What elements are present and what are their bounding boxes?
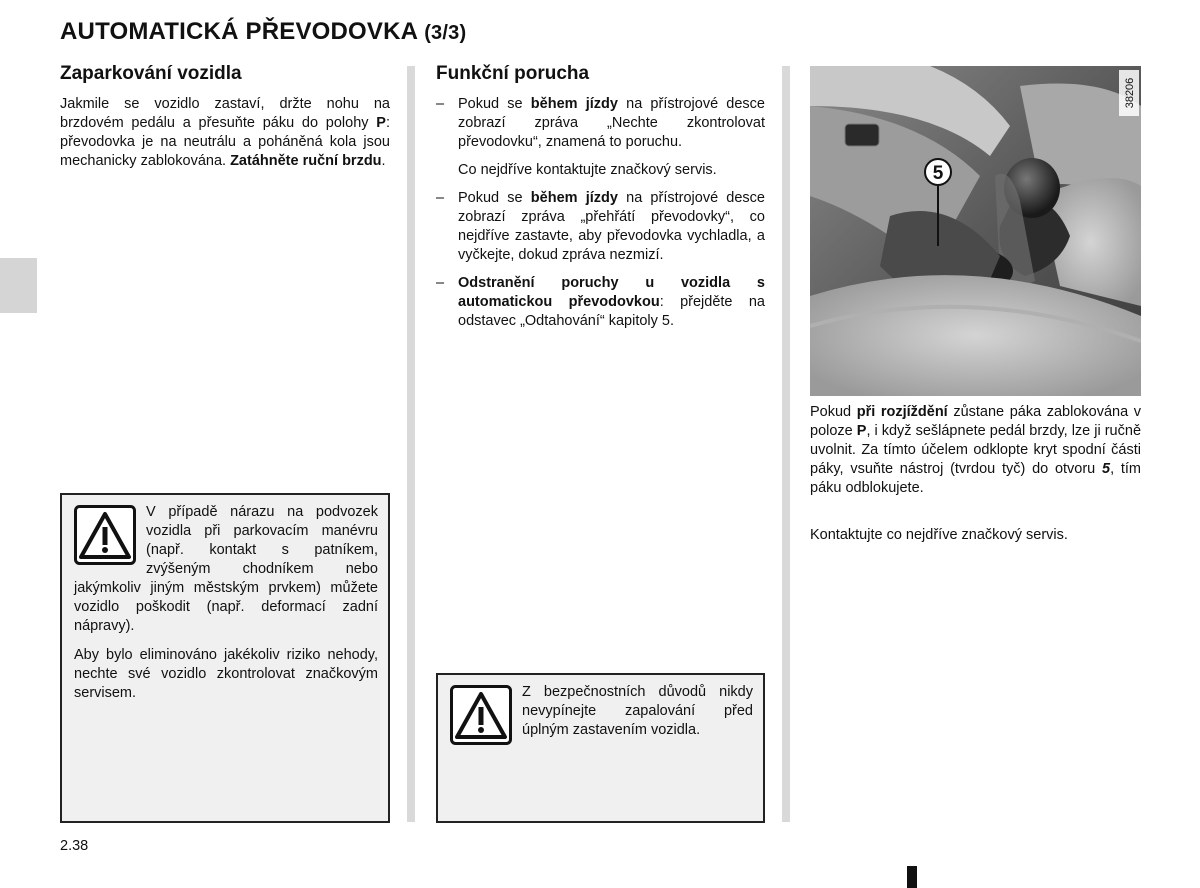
page-title-text: AUTOMATICKÁ PŘEVODOVKA [60,18,418,45]
warning-triangle-icon [74,505,136,565]
column-divider-right [782,66,790,822]
page-title [60,18,466,46]
warning-paragraph-2: Aby bylo eliminováno jakékoliv riziko nehody, nechte své vozidlo zkontrolovat značkovým servisem. [74,647,378,701]
crop-mark [907,866,917,888]
section-heading-malfunction: Funkční porucha [436,63,590,84]
list-item: – Pokud se během jízdy na přístrojové desce zobrazí zpráva „přehřátí převodovky“, co nejdříve zastavte, aby převodovka vychladla, a vyčkejte, dokud zpráva nezmizí. [436,190,765,263]
page-number: 2.38 [60,838,89,854]
warning-box-parking [60,493,390,823]
column-divider-left [407,66,415,822]
lever-release-paragraph: Pokud při rozjíždění zůstane páka zablokována v poloze P, i když sešlápnete pedál brzdy, lze ji ručně uvolnit. Za tímto účelem odklopte kryt spodní části páky, vsuňte nástroj (tvrdou tyč) do otvoru 5, tím páku odblokujete. [810,404,1142,496]
malfunction-list [436,95,765,340]
callout-number: 5 [932,163,944,184]
page-title-part: (3/3) [424,22,467,44]
warning-paragraph-1: V případě nárazu na podvozek vozidla při parkovacím manévru (např. kontakt s patníkem, zvýšeným chodníkem nebo jakýmkoliv jiným městským prvkem) můžete vozidlo poškodit (např. deformací zadní nápravy). [74,504,378,634]
list-item: – Pokud se během jízdy na přístrojové desce zobrazí zpráva „Nechte zkontrolovat převodovku“, znamená to poruchu. [436,96,765,150]
warning-box-ignition [436,673,765,823]
parking-paragraph: Jakmile se vozidlo zastaví, držte nohu na brzdovém pedálu a přesuňte páku do polohy P: převodovka je na neutrálu a poháněná kola jsou mechanicky zablokována. Zatáhněte ruční brzdu. [60,96,390,169]
chapter-tab [0,258,37,313]
list-item-note: Co nejdříve kontaktujte značkový servis. [458,162,717,178]
contact-service-paragraph: Kontaktujte co nejdříve značkový servis. [810,527,1068,543]
section-heading-parking: Zaparkování vozidla [60,63,242,84]
warning-paragraph: Z bezpečnostních důvodů nikdy nevypínejte zapalování před úplným zastavením vozidla. [522,684,753,738]
list-item: – Odstranění poruchy u vozidla s automatickou převodovkou: přejděte na odstavec „Odtahování“ kapitoly 5. [436,275,765,329]
photo-code: 38206 [1124,77,1136,109]
gear-lever-photo [810,66,1141,396]
warning-triangle-icon [450,685,512,745]
